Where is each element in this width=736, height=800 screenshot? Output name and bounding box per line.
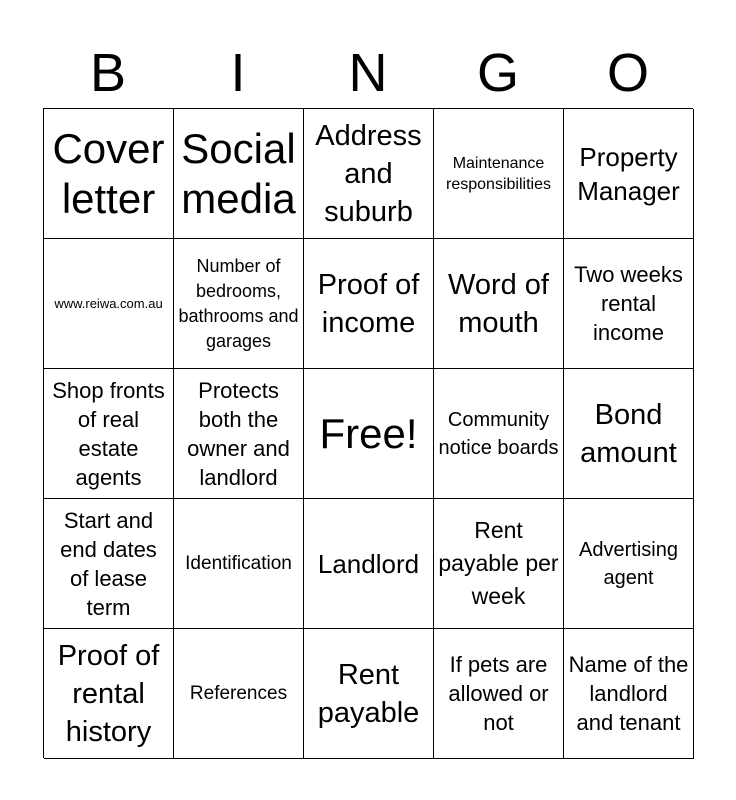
cell-text: Word of mouth <box>447 268 549 339</box>
bingo-cell[interactable] <box>174 109 304 239</box>
cell-text: Free! <box>319 409 418 457</box>
cell-text: Protects both the owner and landlord <box>187 377 290 490</box>
cell-text: Identification <box>185 553 292 574</box>
bingo-cell[interactable] <box>44 239 174 369</box>
bingo-cell[interactable] <box>564 629 694 759</box>
bingo-header <box>43 40 693 106</box>
header-letter-b: B <box>89 43 127 103</box>
bingo-board <box>43 108 693 758</box>
cell-text: Name of the landlord and tenant <box>568 652 689 735</box>
cell-text: Proof of income <box>317 268 420 339</box>
cell-text: Rent payable per week <box>438 517 559 609</box>
bingo-cell[interactable] <box>304 109 434 239</box>
header-letter-i: I <box>230 43 246 103</box>
bingo-cell[interactable] <box>304 629 434 759</box>
bingo-cell[interactable] <box>434 629 564 759</box>
cell-text: Bond amount <box>580 398 677 469</box>
bingo-cell[interactable] <box>174 239 304 369</box>
bingo-cell[interactable] <box>434 499 564 629</box>
header-letter-o: O <box>606 43 649 103</box>
cell-text: Maintenance responsibilities <box>446 154 551 193</box>
bingo-cell[interactable] <box>44 629 174 759</box>
cell-text: If pets are allowed or not <box>448 652 549 735</box>
bingo-cell[interactable] <box>564 499 694 629</box>
cell-text: Cover letter <box>52 124 165 222</box>
cell-text: Landlord <box>317 548 420 579</box>
cell-text: Shop fronts of real estate agents <box>52 377 165 490</box>
bingo-cell[interactable] <box>174 629 304 759</box>
bingo-cell[interactable] <box>174 499 304 629</box>
bingo-cell[interactable] <box>434 369 564 499</box>
cell-text: Start and end dates of lease term <box>60 507 157 620</box>
header-letter-n: N <box>348 43 388 103</box>
cell-text: References <box>189 683 288 704</box>
bingo-cell[interactable] <box>434 109 564 239</box>
free-space[interactable] <box>304 369 434 499</box>
bingo-cell[interactable] <box>564 239 694 369</box>
cell-text: Community notice boards <box>438 408 559 459</box>
bingo-cell[interactable] <box>44 369 174 499</box>
bingo-cell[interactable] <box>564 109 694 239</box>
cell-text: Advertising agent <box>579 538 678 589</box>
cell-text: Rent payable <box>317 658 420 729</box>
cell-text: Two weeks rental income <box>574 262 683 345</box>
cell-text: Property Manager <box>577 141 680 206</box>
bingo-cell[interactable] <box>434 239 564 369</box>
cell-text: www.reiwa.com.au <box>54 295 163 311</box>
cell-text: Proof of rental history <box>57 639 160 748</box>
bingo-cell[interactable] <box>564 369 694 499</box>
bingo-cell[interactable] <box>304 239 434 369</box>
bingo-cell[interactable] <box>44 499 174 629</box>
bingo-cell[interactable] <box>174 369 304 499</box>
cell-text: Number of bedrooms, bathrooms and garages <box>178 255 299 351</box>
header-letter-g: G <box>476 43 519 103</box>
cell-text: Address and suburb <box>315 119 422 228</box>
bingo-cell[interactable] <box>44 109 174 239</box>
bingo-cell[interactable] <box>304 499 434 629</box>
cell-text: Social media <box>181 124 296 222</box>
